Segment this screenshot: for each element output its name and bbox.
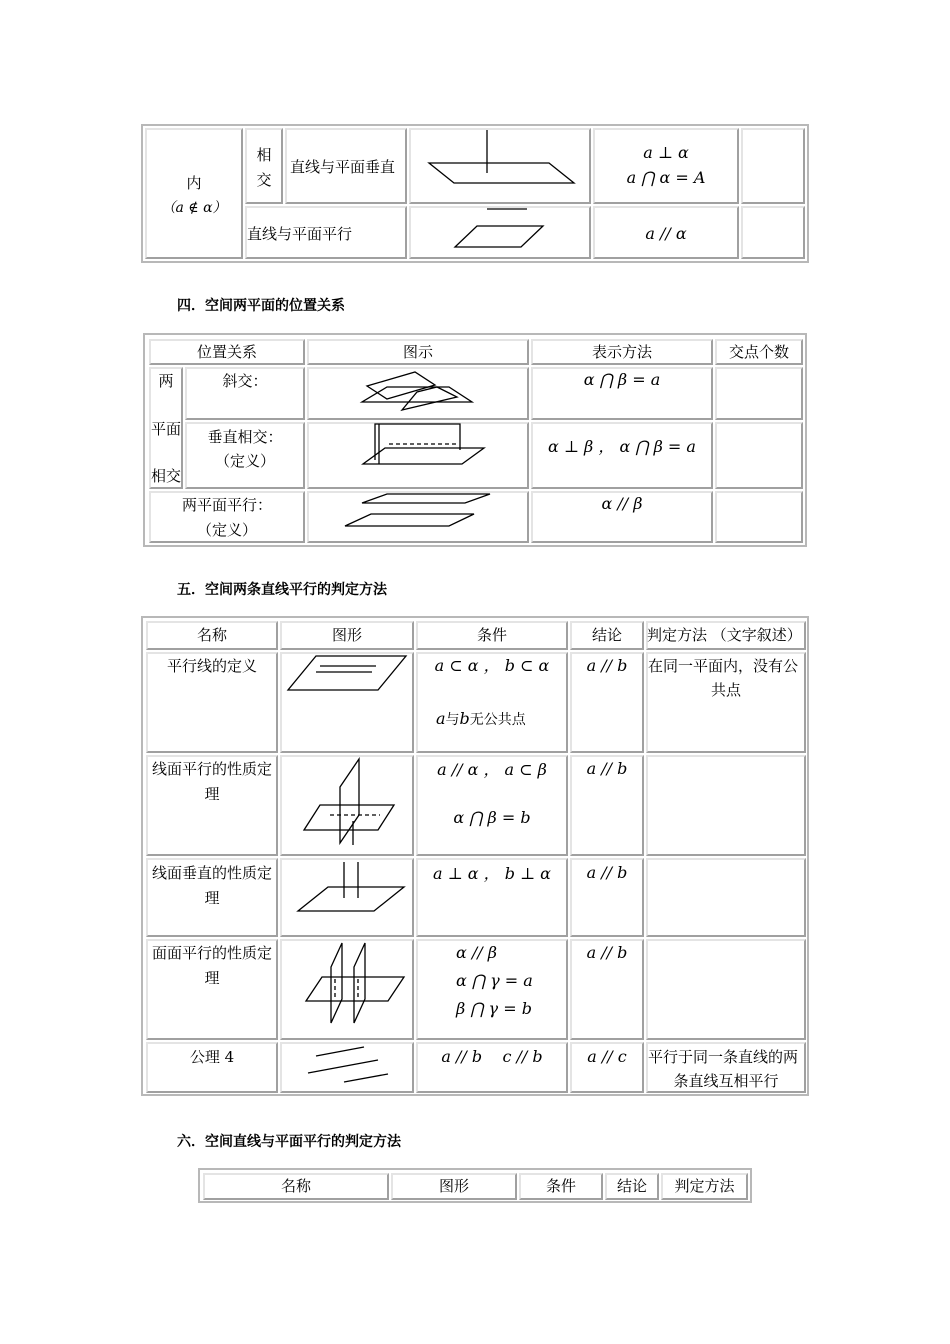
row-count-cell [715,491,803,543]
row1-method-1: 在同一平面内，没有公 [648,657,799,675]
row4-condition-1: α // β [456,943,498,962]
header-count: 交点个数 [728,343,789,361]
section5-heading: 五．空间两条直线平行的判定方法 [177,582,387,598]
row4-name-2: 理 [204,969,220,987]
row3-name-1: 线面垂直的性质定 [151,864,272,882]
row5-conclusion: a // c [587,1047,627,1066]
perp-line-plane-figure [409,128,591,204]
perp-planes-def: （定义） [214,452,275,470]
inside-condition: （a ∉ α） [161,200,227,216]
intersect-label-2: 交 [256,171,272,189]
row5-condition: a // b c // b [441,1047,543,1066]
line-plane-perp-figure [280,858,414,937]
row5-method-1: 平行于同一条直线的两 [648,1048,799,1066]
row2-name-2: 理 [204,785,220,803]
row4-condition-2: α ⋂ γ = a [456,971,533,990]
parallel-count-cell [741,206,805,259]
row3-name-2: 理 [204,889,220,907]
oblique-formula: α ⋂ β = a [583,370,661,389]
row1-conclusion: a // b [586,656,628,675]
parallel-planes-figure [307,491,529,543]
s6-header-conclusion: 结论 [616,1177,647,1195]
row-count-cell [715,367,803,420]
inside-label: 内 [186,174,202,192]
row5-method-2: 条直线互相平行 [673,1072,779,1090]
parallel-planes-formula: α // β [601,494,643,513]
s6-header-method: 判定方法 [674,1177,735,1195]
row2-conclusion: a // b [586,759,628,778]
row1-condition: a ⊂ α ， b ⊂ α [434,656,550,675]
method-cell [646,939,806,1040]
row-count-cell [715,422,803,489]
line-parallel-table [141,616,809,1096]
line-plane-parallel-figure [280,755,414,856]
axiom4-figure [280,1042,414,1093]
row4-conclusion: a // b [586,943,628,962]
s6-header-name: 名称 [280,1177,311,1195]
header-notation: 表示方法 [591,343,652,361]
row3-conclusion: a // b [586,863,628,882]
header-conclusion: 结论 [591,626,622,644]
perp-formula-2: a ⋂ α = A [626,168,706,187]
section6-heading: 六．空间直线与平面平行的判定方法 [177,1134,401,1150]
row2-condition-2: α ⋂ β = b [453,808,531,827]
parallel-line-plane-figure [409,206,591,259]
plane-plane-parallel-figure [280,939,414,1040]
header-condition: 条件 [476,626,507,644]
side-label-1: 两 [158,372,174,390]
intersect-label-1: 相 [256,146,272,164]
method-cell [646,755,806,856]
s6-header-figure: 图形 [438,1177,469,1195]
row2-condition-1: a // α ， a ⊂ β [437,760,547,779]
row2-name-1: 线面平行的性质定 [151,760,272,778]
header-name: 名称 [196,626,227,644]
perp-planes-figure [307,422,529,489]
perp-label: 直线与平面垂直 [290,158,396,176]
parallel-formula: a // α [645,224,687,243]
method-cell [646,858,806,937]
row4-condition-3: β ⋂ γ = b [456,999,532,1018]
line-plane-parallel-judgement-table [198,1168,752,1203]
line-plane-table [141,124,809,263]
perp-planes-formula: α ⊥ β ， α ⋂ β = a [548,437,696,456]
side-label-2: 平面 [150,420,181,438]
header-figure: 图示 [402,343,433,361]
perp-planes-name: 垂直相交： [207,428,283,446]
row1-name: 平行线的定义 [166,657,257,675]
oblique-planes-figure [307,367,529,420]
row1-method-2: 共点 [710,681,741,699]
row4-name-1: 面面平行的性质定 [151,944,272,962]
s6-header-condition: 条件 [545,1177,576,1195]
perp-count-cell [741,128,805,204]
parallel-label: 直线与平面平行 [247,225,353,243]
header-figure: 图形 [331,626,362,644]
parallel-planes-name: 两平面平行： [181,496,272,514]
plane-relations-table [143,333,807,547]
oblique-name: 斜交： [222,372,268,390]
perp-formula-1: a ⊥ α [643,143,689,162]
row1-condition-b: a与b无公共点 [436,709,526,728]
row3-condition: a ⊥ α ， b ⊥ α [432,864,551,883]
row5-name: 公理 4 [189,1048,235,1066]
parallel-definition-figure [280,652,414,753]
header-position: 位置关系 [196,343,257,361]
section4-heading: 四．空间两平面的位置关系 [177,298,345,314]
side-label-3: 相交 [150,467,181,485]
header-method: 判定方法 （文字叙述） [647,626,802,644]
parallel-planes-def: （定义） [196,521,257,539]
